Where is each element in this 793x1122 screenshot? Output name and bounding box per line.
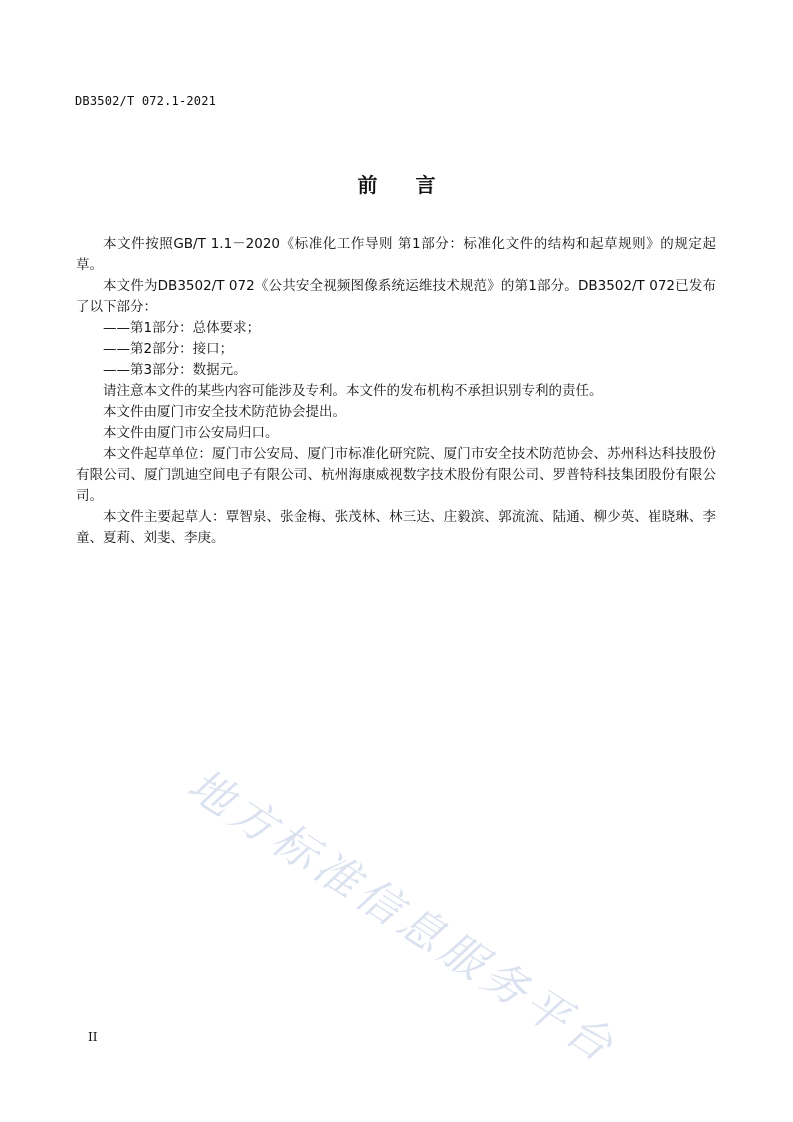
paragraph-proposed-by: 本文件由厦门市安全技术防范协会提出。 [103,404,346,420]
document-body [76,234,716,549]
list-item-part-3: ——第3部分：数据元。 [103,362,247,378]
watermark: 地方标准信息服务平台 [178,759,626,1075]
paragraph-drafting-units: 本文件起草单位：厦门市公安局、厦门市标准化研究院、厦门市安全技术防范协会、苏州科达科技股份有限公司、厦门凯迪空间电子有限公司、杭州海康威视数字技术股份有限公司、罗普特科技集团股份有限公司。 [76,446,716,504]
paragraph-drafters: 本文件主要起草人：覃智泉、张金梅、张茂林、林三达、庄毅滨、郭流流、陆通、柳少英、崔晓琳、李童、夏莉、刘斐、李庚。 [76,509,716,546]
paragraph-patent-notice: 请注意本文件的某些内容可能涉及专利。本文件的发布机构不承担识别专利的责任。 [103,383,603,399]
page-title: 前言 [357,173,474,197]
paragraph-drafting-rules: 本文件按照GB/T 1.1－2020《标准化工作导则 第1部分：标准化文件的结构和起草规则》的规定起草。 [76,236,716,273]
list-item-part-2: ——第2部分：接口； [103,341,234,357]
page-number: II [88,1030,98,1044]
list-item-part-1: ——第1部分：总体要求； [103,320,261,336]
standard-code: DB3502/T 072.1-2021 [75,94,217,108]
paragraph-managed-by: 本文件由厦门市公安局归口。 [103,425,279,441]
paragraph-parts-intro: 本文件为DB3502/T 072《公共安全视频图像系统运维技术规范》的第1部分。DB3502/T 072已发布了以下部分： [76,278,716,315]
